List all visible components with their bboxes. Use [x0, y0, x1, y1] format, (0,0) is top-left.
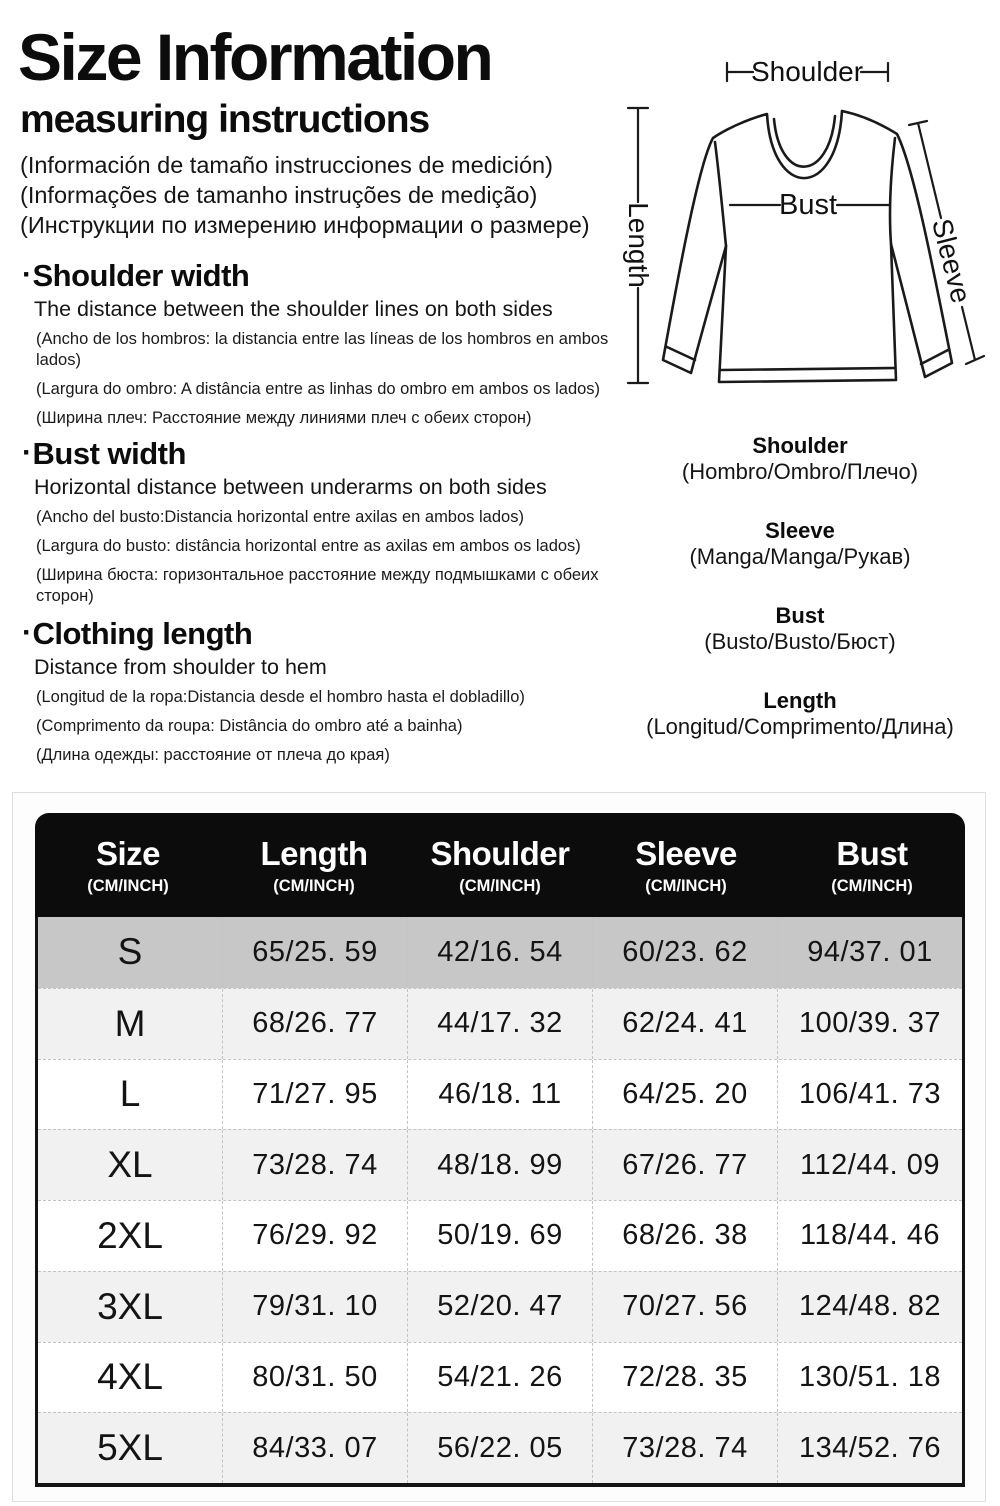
section-clothing-length [22, 616, 622, 774]
column-unit: (CM/INCH) [87, 876, 169, 895]
cell-length: 73/28. 74 [222, 1130, 407, 1200]
legend-translation: (Longitud/Comprimento/Длина) [646, 714, 954, 739]
column-header-size [35, 813, 221, 917]
section-description: Distance from shoulder to hem [34, 655, 327, 679]
shoulder-label: Shoulder [750, 56, 864, 87]
bullet-icon: · [22, 616, 32, 649]
size-table-header [35, 813, 965, 917]
cell-size: XL [107, 1144, 153, 1186]
cell-shoulder: 54/21. 26 [407, 1343, 592, 1413]
column-unit: (CM/INCH) [273, 876, 355, 895]
section-bust-width [22, 436, 622, 615]
cell-bust: 130/51. 18 [777, 1343, 962, 1413]
table-row-4XL [38, 1342, 962, 1413]
hem-band [720, 368, 895, 370]
column-header-sleeve [593, 813, 779, 917]
section-title: ·Bust width [22, 436, 186, 471]
translation-es: (Ancho de los hombros: la distancia entre las líneas de los hombros en ambos lados) [36, 330, 609, 369]
cell-size: L [119, 1073, 141, 1115]
size-table-panel [12, 792, 986, 1502]
translation-pt: (Largura do ombro: A distância entre as linhas do ombro em ambos os lados) [36, 380, 601, 398]
length-label: Length [623, 202, 654, 288]
tshirt-measurement-diagram [600, 30, 1000, 430]
cell-length: 80/31. 50 [222, 1343, 407, 1413]
translation-ru: (Ширина бюста: горизонтальное расстояние между подмышками с обеих сторон) [36, 566, 599, 605]
table-row-3XL [38, 1271, 962, 1342]
table-row-L [38, 1059, 962, 1130]
tshirt-diagram-icon [600, 30, 1000, 430]
cell-length: 76/29. 92 [222, 1201, 407, 1271]
cell-shoulder: 48/18. 99 [407, 1130, 592, 1200]
column-label: Length [260, 834, 368, 872]
cell-bust: 100/39. 37 [777, 989, 962, 1059]
legend-sleeve [600, 518, 1000, 570]
cell-shoulder: 52/20. 47 [407, 1272, 592, 1342]
legend-name: Shoulder [752, 433, 848, 458]
cell-sleeve: 62/24. 41 [592, 989, 777, 1059]
translation-pt: (Largura do busto: distância horizontal entre as axilas em ambos os lados) [36, 537, 581, 555]
column-unit: (CM/INCH) [459, 876, 541, 895]
cell-sleeve: 73/28. 74 [592, 1413, 777, 1483]
cell-bust: 106/41. 73 [777, 1060, 962, 1130]
page-title: Size Information [18, 20, 492, 94]
cell-sleeve: 70/27. 56 [592, 1272, 777, 1342]
cell-length: 79/31. 10 [222, 1272, 407, 1342]
right-cuff-band [921, 350, 948, 364]
cell-length: 68/26. 77 [222, 989, 407, 1059]
cell-length: 84/33. 07 [222, 1413, 407, 1483]
subtitle-translation-pt: (Informações de tamanho instruções de medição) [20, 181, 538, 208]
size-table-body [35, 917, 965, 1487]
legend-name: Bust [775, 603, 825, 628]
bust-label: Bust [778, 189, 838, 221]
legend-translation: (Hombro/Ombro/Плечо) [681, 459, 919, 484]
cell-size: M [114, 1002, 146, 1044]
table-row-5XL [38, 1412, 962, 1483]
bullet-icon: · [22, 258, 32, 291]
cell-bust: 118/44. 46 [777, 1201, 962, 1271]
column-unit: (CM/INCH) [831, 876, 913, 895]
cell-length: 71/27. 95 [222, 1060, 407, 1130]
table-row-M [38, 988, 962, 1059]
section-description: The distance between the shoulder lines on both sides [34, 297, 553, 321]
cell-size: 2XL [97, 1214, 163, 1256]
section-title: ·Shoulder width [22, 258, 250, 293]
cell-size: S [117, 931, 143, 973]
table-row-S [38, 917, 962, 988]
sleeve-label: Sleeve [926, 215, 977, 307]
shirt-outline [663, 111, 952, 382]
table-row-XL [38, 1129, 962, 1200]
legend-name: Sleeve [765, 518, 835, 543]
translation-es: (Longitud de la ropa:Distancia desde el hombro hasta el dobladillo) [36, 688, 525, 706]
cell-sleeve: 67/26. 77 [592, 1130, 777, 1200]
translation-pt: (Comprimento da roupa: Distância do ombro até a bainha) [36, 717, 463, 735]
column-header-shoulder [407, 813, 593, 917]
legend-translation: (Busto/Busto/Бюст) [704, 629, 896, 654]
size-table [35, 813, 965, 1487]
translation-ru: (Ширина плеч: Расстояние между линиями плеч с обеих сторон) [36, 409, 532, 427]
legend-shoulder [600, 433, 1000, 485]
legend-bust [600, 603, 1000, 655]
cell-shoulder: 50/19. 69 [407, 1201, 592, 1271]
cell-bust: 124/48. 82 [777, 1272, 962, 1342]
cell-sleeve: 64/25. 20 [592, 1060, 777, 1130]
cell-shoulder: 42/16. 54 [407, 917, 592, 988]
bullet-icon: · [22, 436, 32, 469]
column-label: Size [95, 834, 161, 872]
left-body-seam [715, 142, 726, 246]
cell-size: 4XL [97, 1356, 163, 1398]
subtitle-translation-es: (Información de tamaño instrucciones de medición) [20, 151, 553, 178]
left-cuff-band [667, 347, 695, 360]
cell-shoulder: 56/22. 05 [407, 1413, 592, 1483]
column-header-bust [779, 813, 965, 917]
cell-sleeve: 60/23. 62 [592, 917, 777, 988]
cell-bust: 94/37. 01 [777, 917, 962, 988]
collar-inner-line [774, 116, 835, 167]
cell-sleeve: 72/28. 35 [592, 1343, 777, 1413]
title-block [18, 20, 598, 240]
cell-bust: 134/52. 76 [777, 1413, 962, 1483]
legend-length [600, 688, 1000, 740]
cell-bust: 112/44. 09 [777, 1130, 962, 1200]
legend-name: Length [763, 688, 837, 713]
cell-sleeve: 68/26. 38 [592, 1201, 777, 1271]
column-header-length [221, 813, 407, 917]
subtitle-translation-ru: (Инструкции по измерению информации о размере) [20, 211, 590, 238]
column-label: Sleeve [635, 834, 737, 872]
column-label: Shoulder [430, 834, 570, 872]
translation-ru: (Длина одежды: расстояние от плеча до края) [36, 746, 390, 764]
section-shoulder-width [22, 258, 622, 437]
section-description: Horizontal distance between underarms on both sides [34, 475, 547, 499]
right-body-seam [890, 138, 895, 244]
cell-size: 3XL [97, 1285, 163, 1327]
cell-length: 65/25. 59 [222, 917, 407, 988]
section-title: ·Clothing length [22, 616, 253, 651]
legend-translation: (Manga/Manga/Рукав) [689, 544, 911, 569]
column-label: Bust [836, 834, 908, 872]
cell-shoulder: 44/17. 32 [407, 989, 592, 1059]
translation-es: (Ancho del busto:Distancia horizontal entre axilas en ambos lados) [36, 508, 524, 526]
page-subtitle: measuring instructions [20, 97, 430, 141]
column-unit: (CM/INCH) [645, 876, 727, 895]
subtitle-translations [20, 150, 598, 240]
table-row-2XL [38, 1200, 962, 1271]
cell-shoulder: 46/18. 11 [407, 1060, 592, 1130]
cell-size: 5XL [97, 1427, 163, 1469]
